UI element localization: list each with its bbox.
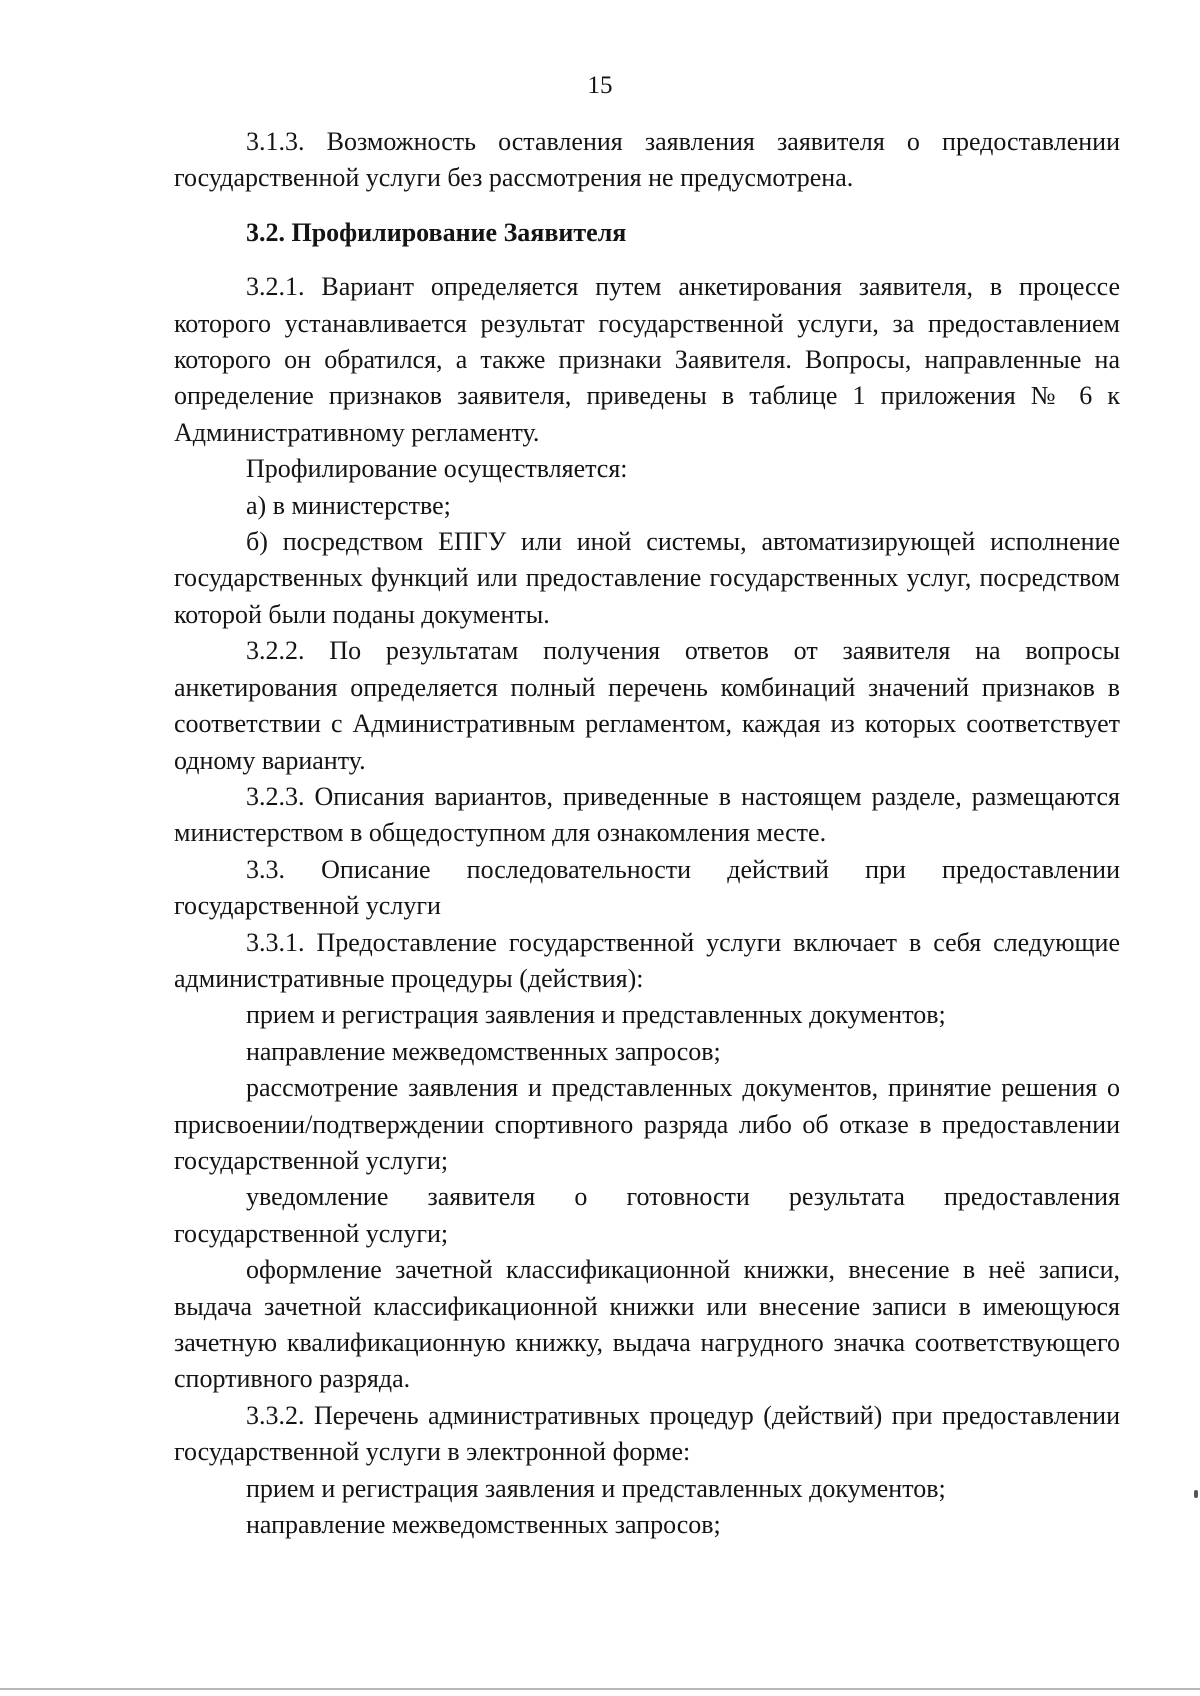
- paragraph-3-2-2: 3.2.2. По результатам получения ответов от заявителя на вопросы анкетирования определяется полный перечень комбинаций значений признаков в соответствии с Административным регламентом, каждая из которых соответствует одному варианту.: [174, 636, 1120, 775]
- paragraph-3-2-3: 3.2.3. Описания вариантов, приведенные в настоящем разделе, размещаются министерством в общедоступном для ознакомления месте.: [174, 781, 1120, 848]
- paragraph-3-3: 3.3. Описание последовательности действий при предоставлении государственной услуги: [174, 854, 1120, 921]
- paragraph-profiling-intro: Профилирование осуществляется:: [246, 454, 628, 484]
- procedure-item: рассмотрение заявления и представленных документов, принятие решения о присвоении/подтверждении спортивного разряда либо об отказе в предоставлении государственной услуги;: [174, 1073, 1120, 1175]
- paragraph-3-2-1: 3.2.1. Вариант определяется путем анкетирования заявителя, в процессе которого устанавливается результат государственной услуги, за предоставлением которого он обратился, а также признаки Заявителя. Вопросы, направленные на определение признаков заявителя, приведены в таблице 1 приложения № 6 к Административному регламенту.: [174, 272, 1120, 447]
- procedure-item: уведомление заявителя о готовности результата предоставления государственной услуги;: [174, 1182, 1120, 1248]
- scan-artifact: [1194, 1490, 1198, 1498]
- electronic-procedure-item: прием и регистрация заявления и представленных документов;: [246, 1473, 946, 1503]
- paragraph-3-1-3: 3.1.3. Возможность оставления заявления заявителя о предоставлении государственной услуги без рассмотрения не предусмотрена.: [174, 127, 1120, 193]
- procedure-item: оформление зачетной классификационной книжки, внесение в неё записи, выдача зачетной классификационной книжки или внесение записи в имеющуюся зачетную квалификационную книжку, выдача нагрудного значка соответствующего спортивного разряда.: [174, 1255, 1120, 1394]
- procedure-item: прием и регистрация заявления и представленных документов;: [246, 1000, 946, 1030]
- scan-edge-line: [0, 1688, 1200, 1690]
- section-heading-3-2: 3.2. Профилирование Заявителя: [246, 217, 627, 247]
- paragraph-3-3-2: 3.3.2. Перечень административных процедур (действий) при предоставлении государственной услуги в электронной форме:: [174, 1400, 1120, 1467]
- list-item-a: а) в министерстве;: [246, 490, 451, 520]
- paragraph-3-3-1: 3.3.1. Предоставление государственной услуги включает в себя следующие административные процедуры (действия):: [174, 927, 1120, 993]
- page-number: 15: [587, 72, 613, 99]
- list-item-b: б) посредством ЕПГУ или иной системы, автоматизирующей исполнение государственных функций или предоставление государственных услуг, посредством которой были поданы документы.: [174, 527, 1120, 629]
- procedure-item: направление межведомственных запросов;: [246, 1036, 721, 1066]
- electronic-procedure-item: направление межведомственных запросов;: [246, 1510, 721, 1540]
- document-body: [174, 124, 1120, 1543]
